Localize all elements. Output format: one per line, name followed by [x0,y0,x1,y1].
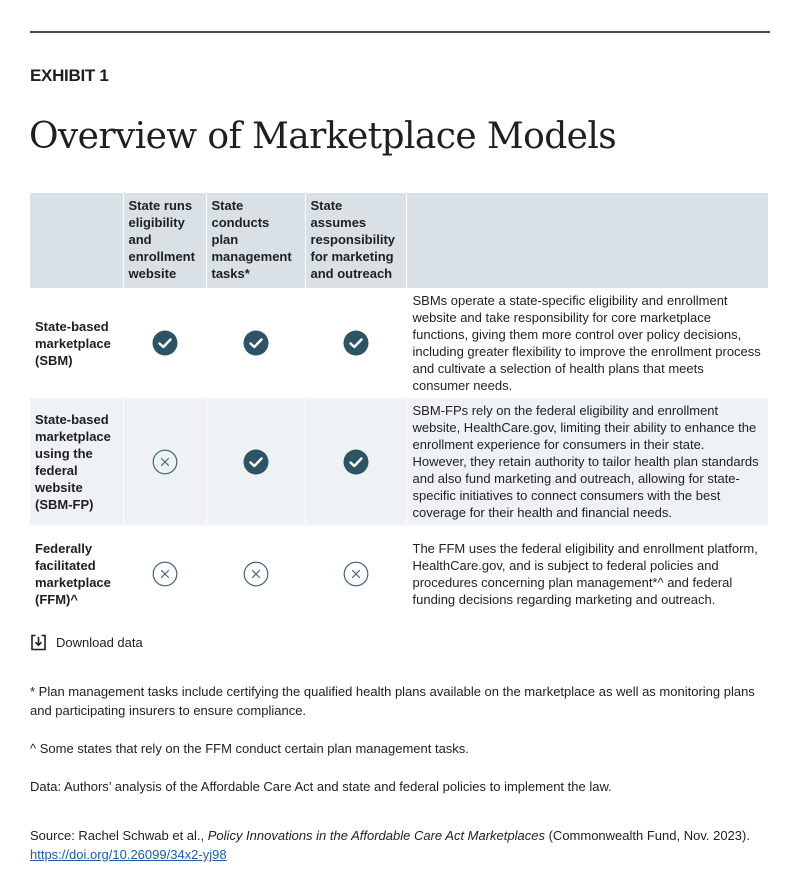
table-header-row [30,193,768,288]
source-note [30,826,770,864]
row-label: State-based marketplace using the federal website (SBM-FP) [30,398,123,525]
x-circle-icon [343,561,369,587]
page-title: Overview of Marketplace Models [29,116,617,157]
marketplace-models-table [30,193,768,622]
doi-link[interactable]: https://doi.org/10.26099/34x2-yj98 [30,847,227,862]
column-header-label [30,193,123,288]
row-description: The FFM uses the federal eligibility and enrollment platform, HealthCare.gov, and is subject to federal policies and procedures concerning plan management*^ and federal funding decisions regarding marketing and outreach. [412,540,758,607]
table-cell [305,398,406,525]
table-cell [206,398,305,525]
table-cell [123,398,206,525]
table-cell [123,525,206,622]
top-rule [30,31,770,33]
table-cell [305,288,406,398]
column-header-plan-management: State conducts plan management tasks* [206,193,305,288]
data-note: Data: Authors’ analysis of the Affordable Care Act and state and federal policies to implement the law. [30,779,612,794]
column-header-marketing: State assumes responsibility for marketing and outreach [305,193,406,288]
check-circle-icon [243,449,269,475]
table-cell [206,288,305,398]
footnote-plan-management: * Plan management tasks include certifying the qualified health plans available on the marketplace as well as monitoring plans and participating insurers to ensure compliance. [30,684,755,718]
x-circle-icon [243,561,269,587]
row-label: Federally facilitated marketplace (FFM)^ [30,525,123,622]
table-row [30,525,768,622]
x-circle-icon [152,561,178,587]
row-label: State-based marketplace (SBM) [30,288,123,398]
row-description: SBM-FPs rely on the federal eligibility and enrollment website, HealthCare.gov, limiting their ability to enhance the enrollment experience for consumers in their state. However, they retain authority to tailor health plan standards and also fund marketing and outreach, allowing for state-specific initiatives to connect consumers with the best coverage for their health and financial needs. [412,403,759,520]
table-row [30,398,768,525]
table-cell [206,525,305,622]
check-circle-icon [343,330,369,356]
source-suffix: (Commonwealth Fund, Nov. 2023). [544,828,750,843]
column-header-eligibility: State runs eligibility and enrollment website [123,193,206,288]
download-label: Download data [56,634,143,650]
table-cell [123,288,206,398]
table-cell [305,525,406,622]
download-data-button[interactable] [30,632,143,652]
footnote-ffm: ^ Some states that rely on the FFM conduct certain plan management tasks. [30,741,469,756]
source-title: Policy Innovations in the Affordable Care Act Marketplaces [207,828,545,843]
row-description: SBMs operate a state-specific eligibility and enrollment website and take responsibility for core marketplace functions, giving them more control over policy decisions, including greater flexibility to improve the enrollment process and cultivate a selection of health plans that meets consumer needs. [412,293,761,393]
check-circle-icon [152,330,178,356]
download-icon [30,634,47,651]
column-header-description [406,193,768,288]
check-circle-icon [243,330,269,356]
x-circle-icon [152,449,178,475]
exhibit-label: EXHIBIT 1 [30,66,109,85]
table-row [30,288,768,398]
source-prefix: Source: Rachel Schwab et al., [30,828,208,843]
check-circle-icon [343,449,369,475]
